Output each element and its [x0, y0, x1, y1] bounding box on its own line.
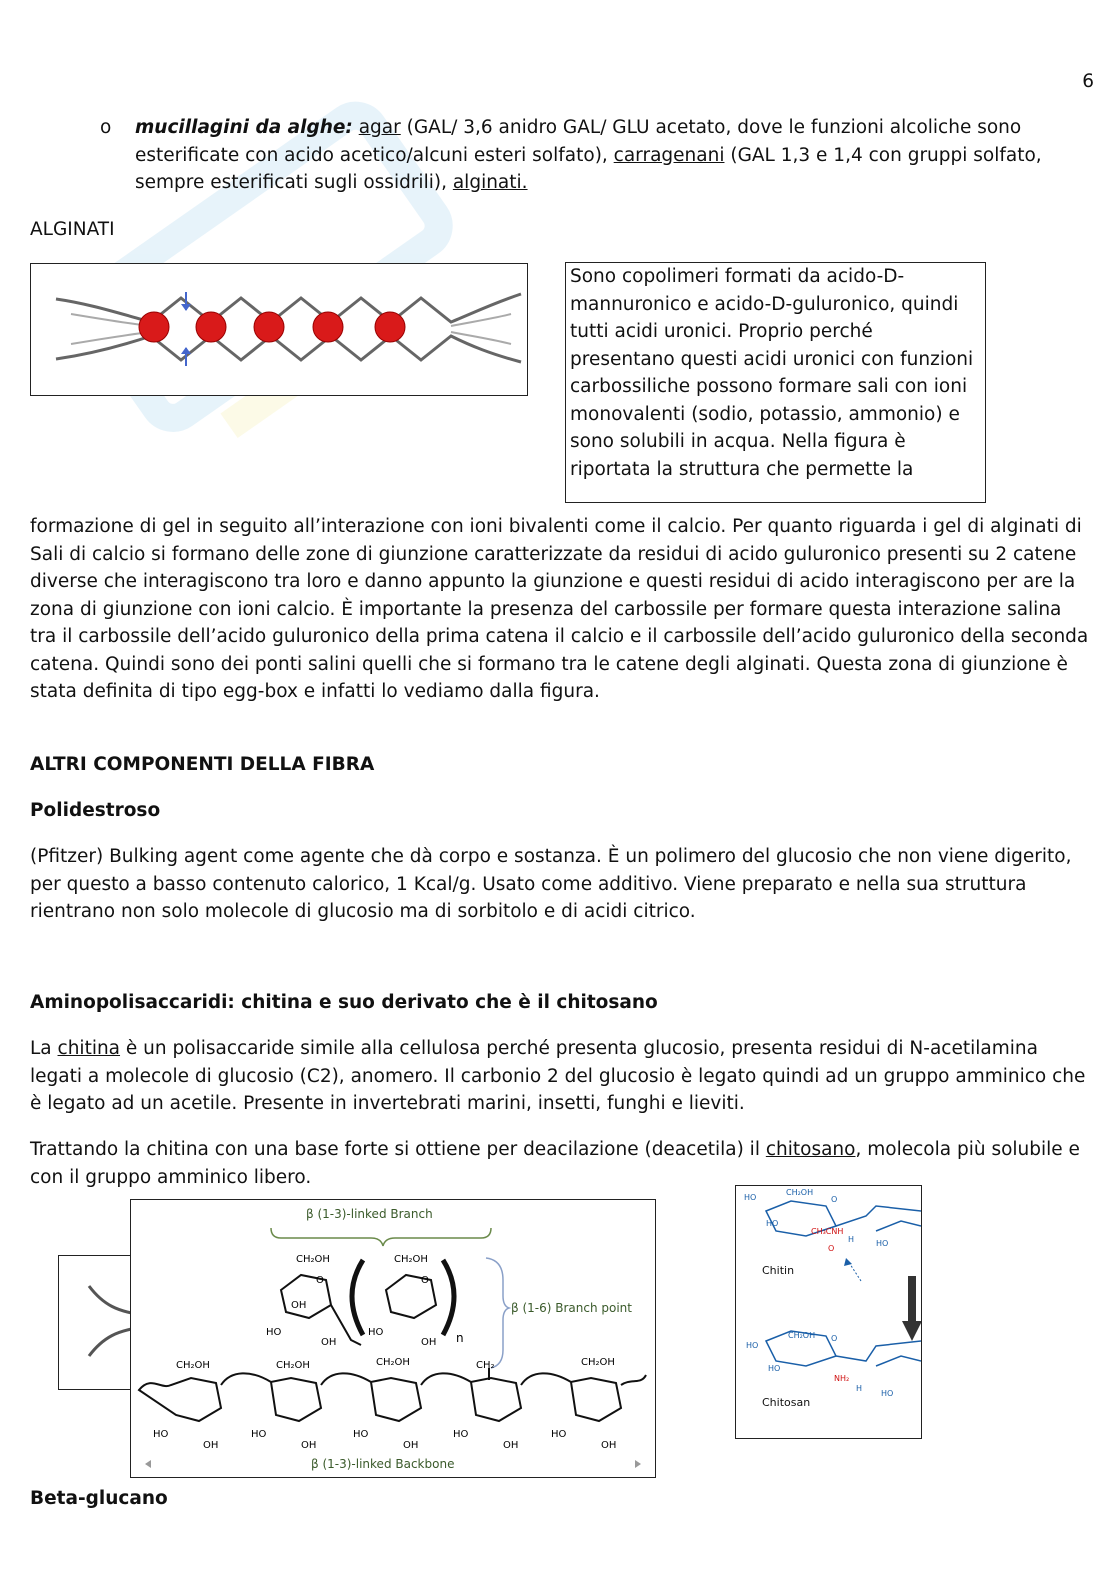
chitina-paragraph: [30, 1035, 1092, 1118]
calcium-ion: [254, 312, 284, 342]
bullet-lead: mucillagini da alghe:: [135, 117, 353, 138]
chitin-label: Chitin: [762, 1264, 795, 1277]
branch-top-label: β (1-3)-linked Branch: [306, 1207, 433, 1221]
alginati-term: alginati.: [452, 172, 528, 193]
upper-ho-1: HO: [266, 1327, 282, 1338]
chitina-text-c: è un polisaccaride simile alla cellulosa perché presenta glucosio, presenta residui di N-acetilamina legati a molecole di glucosio (C2), anomero. Il carbonio 2 del glucosio è legato quindi ad un gruppo amminico che è legato ad un acetile. Presente in invertebrati marini, insetti, funghi e lieviti.: [30, 1038, 1086, 1114]
calcium-ion: [375, 312, 405, 342]
backbone-ch2oh-4: CH₂OH: [581, 1357, 615, 1368]
chitin-chitosan-figure: [735, 1185, 922, 1439]
upper-ch2oh-1: CH₂OH: [296, 1254, 330, 1265]
backbone-oh-2: OH: [301, 1440, 317, 1451]
chitin-ho-2: HO: [766, 1219, 779, 1228]
alginati-heading: ALGINATI: [30, 219, 115, 240]
upper-ch2oh-2: CH₂OH: [394, 1254, 428, 1265]
beta-glucan-figure: [130, 1199, 656, 1478]
chitosan-h: H: [856, 1384, 863, 1393]
amino-group: NH₂: [834, 1374, 850, 1383]
altri-componenti-heading: ALTRI COMPONENTI DELLA FIBRA: [30, 754, 375, 775]
chitin-h: H: [848, 1235, 855, 1244]
upper-oh-1: OH: [291, 1300, 307, 1311]
beta-glucano-heading: Beta-glucano: [30, 1488, 168, 1509]
chitosano-term: chitosano: [765, 1139, 856, 1160]
chitosan-ho-2: HO: [768, 1364, 781, 1373]
agar-term: agar: [358, 117, 401, 138]
alginati-textbox: Sono copolimeri formati da acido-D-mannuronico e acido-D-guluronico, quindi tutti acidi uronici. Proprio perché presentano questi acidi uronici con funzioni carbossiliche possono formare sali con ioni monovalenti (sodio, potassio, ammonio) e sono solubili in acqua. Nella figura è riportata la struttura che permette la: [565, 262, 986, 503]
chitin-chitosan-structure: [736, 1186, 921, 1438]
chitosan-o: O: [831, 1334, 838, 1343]
chitosan-ch2oh: CH₂OH: [788, 1331, 816, 1340]
repeat-n: n: [456, 1331, 464, 1345]
page-number: 6: [1082, 71, 1094, 92]
backbone-ho-1: HO: [153, 1429, 169, 1440]
backbone-ho-2: HO: [251, 1429, 267, 1440]
acetyl-o: O: [828, 1244, 835, 1253]
chitin-o: O: [831, 1195, 838, 1204]
backbone-oh-4: OH: [503, 1440, 519, 1451]
bullet-marker: o: [100, 117, 112, 138]
chitosano-text-c: , molecola più solubile e con il gruppo amminico libero.: [30, 1139, 1080, 1188]
bullet-text-2: (GAL 1,3 e 1,4 con gruppi solfato, sempre esterificati sugli ossidrili),: [135, 144, 1042, 193]
backbone-ho-5: HO: [551, 1429, 567, 1440]
chitin-ho-3: HO: [876, 1239, 889, 1248]
backbone-ch2oh-1: CH₂OH: [176, 1360, 210, 1371]
chitin-ch2oh: CH₂OH: [786, 1188, 814, 1197]
backbone-ch2oh-2: CH₂OH: [276, 1360, 310, 1371]
backbone-ho-3: HO: [353, 1429, 369, 1440]
backbone-oh-1: OH: [203, 1440, 219, 1451]
polidestroso-heading: Polidestroso: [30, 800, 161, 821]
bullet-text-1: (GAL/ 3,6 anidro GAL/ GLU acetato, dove le funzioni alcoliche sono esterificate con acido acetico/alcuni esteri solfato),: [135, 117, 1022, 166]
backbone-ch2: CH₂: [476, 1360, 495, 1371]
bullet-mucillagini: [135, 114, 1075, 197]
backbone-ho-4: HO: [453, 1429, 469, 1440]
backbone-oh-5: OH: [601, 1440, 617, 1451]
chitosan-label: Chitosan: [762, 1396, 811, 1409]
upper-oh-3: OH: [421, 1337, 437, 1348]
partial-figure: [58, 1255, 138, 1390]
backbone-oh-3: OH: [403, 1440, 419, 1451]
polidestroso-paragraph: (Pfitzer) Bulking agent come agente che dà corpo e sostanza. È un polimero del glucosio che non viene digerito, per questo a basso contenuto calorico, 1 Kcal/g. Usato come additivo. Viene preparato e nella sua struttura rientrano non solo molecole di glucosio ma di sorbitolo e di acidi citrico.: [30, 846, 1072, 922]
chitina-term: chitina: [57, 1038, 121, 1059]
calcium-ion: [196, 312, 226, 342]
backbone-label: β (1-3)-linked Backbone: [311, 1457, 455, 1471]
beta-glucan-structure: [131, 1200, 655, 1477]
branch-point-label: β (1-6) Branch point: [511, 1301, 632, 1315]
egg-box-figure: [30, 263, 528, 396]
aminopolisaccaridi-heading: Aminopolisaccaridi: chitina e suo derivato che è il chitosano: [30, 992, 658, 1013]
backbone-ch2oh-3: CH₂OH: [376, 1357, 410, 1368]
upper-ring-o-1: O: [316, 1275, 324, 1286]
calcium-ion: [313, 312, 343, 342]
chitosano-paragraph: [30, 1136, 1100, 1191]
acetyl-group: CH₃CNH: [811, 1227, 844, 1236]
calcium-ion: [139, 312, 169, 342]
chitina-text-a: La: [30, 1038, 58, 1059]
chitosan-ho-1: HO: [746, 1341, 759, 1350]
alginati-paragraph: formazione di gel in seguito all’interazione con ioni bivalenti come il calcio. Per quanto riguarda i gel di alginati di Sali di calcio si formano delle zone di giunzione caratterizzate da residui di acido guluronico presenti su 2 catene diverse che interagiscono tra loro e danno appunto la giunzione e questi residui di acido interagiscono per are la zona di giunzione con ioni calcio. È importante la presenza del carbossile per formare questa interazione salina tra il carbossile dell’acido guluronico della prima catena il calcio e il carbossile dell’acido guluronico della seconda catena. Quindi sono dei ponti salini quelli che si formano tra le catene degli alginati. Questa zona di giunzione è stata definita di tipo egg-box e infatti lo vediamo dalla figura.: [30, 516, 1089, 702]
upper-ring-o-2: O: [421, 1275, 429, 1286]
chitosan-ho-3: HO: [881, 1389, 894, 1398]
upper-ho-2: HO: [368, 1327, 384, 1338]
egg-box-diagram: [31, 264, 527, 395]
chitosano-text-a: Trattando la chitina con una base forte si ottiene per deacilazione (deacetila) il: [30, 1139, 766, 1160]
carragenani-term: carragenani: [613, 144, 725, 166]
upper-oh-2: OH: [321, 1337, 337, 1348]
chitin-ho-1: HO: [744, 1193, 757, 1202]
